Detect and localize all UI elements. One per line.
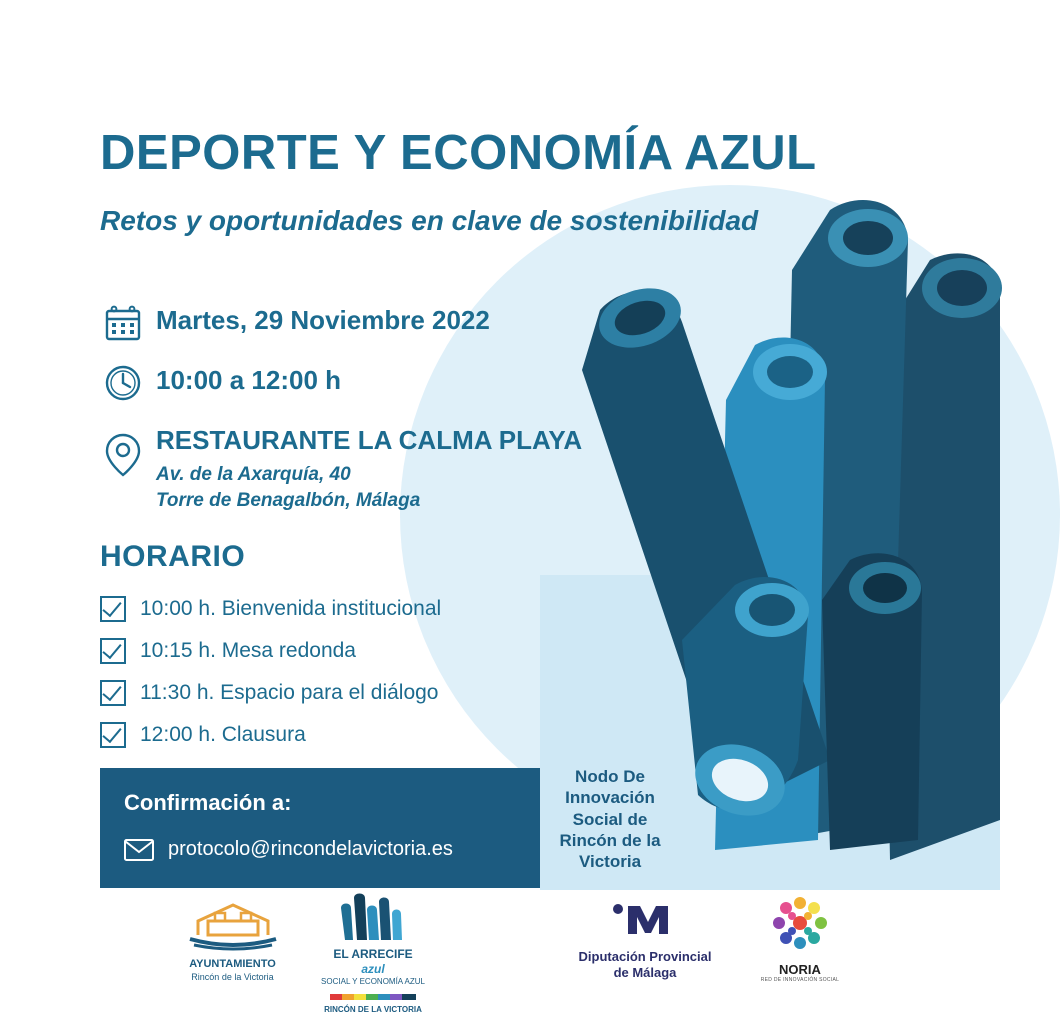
event-info [100,300,660,527]
check-icon [100,596,126,622]
logo-arrecife-azul [318,890,428,1014]
event-time-text [146,360,341,396]
logo-noria [740,895,860,983]
list-item [100,672,620,714]
event-address-line2: Torre de Benagalbón, Málaga [156,489,421,511]
nodo-label: Nodo De Innovación Social de Rincón de la Victoria [559,767,661,871]
logo-noria-sub: RED DE INNOVACIÓN SOCIAL [760,977,840,983]
confirmation-email[interactable]: protocolo@rincondelavictoria.es [168,838,453,860]
list-item [100,588,620,630]
event-time: 10:00 a 12:00 h [156,365,342,395]
calendar-icon [100,300,146,346]
logo-ayuntamiento-sub: Rincón de la Victoria [191,971,274,982]
logo-diputacion-line1: Diputación Provincial [578,949,712,964]
logo-diputacion-line2: de Málaga [613,965,677,981]
confirmation-band [100,768,540,888]
event-date-text [146,300,490,336]
event-venue: RESTAURANTE LA CALMA PLAYA [156,425,583,455]
logo-ayuntamiento-name: AYUNTAMIENTO [189,958,276,970]
location-pin-icon [100,420,146,478]
event-venue-text [146,420,582,513]
schedule-item-label: 10:15 h. Mesa redonda [140,639,356,662]
check-icon [100,638,126,664]
schedule-item-label: 10:00 h. Bienvenida institucional [140,597,442,620]
event-date-row [100,300,660,346]
event-venue-row [100,420,660,513]
noria-wheel-icon [764,895,836,955]
schedule-item-label: 12:00 h. Clausura [140,723,306,746]
logo-arrecife-word: azul [361,962,385,976]
logo-arrecife-sub1: SOCIAL Y ECONOMÍA AZUL [321,977,425,986]
color-bar-icon [330,994,416,1000]
event-date: Martes, 29 Noviembre 2022 [156,305,490,335]
schedule-item-label: 11:30 h. Espacio para el diálogo [140,681,439,704]
confirmation-title: Confirmación a: [124,790,292,815]
footer-logos [0,895,1000,1014]
clock-icon [100,360,146,406]
list-item [100,714,620,756]
envelope-icon [124,839,154,861]
confirmation-email-row[interactable] [124,838,453,861]
page-title: DEPORTE Y ECONOMÍA AZUL [100,126,817,180]
list-item [100,630,620,672]
check-icon [100,722,126,748]
logo-ayuntamiento [160,895,305,983]
schedule-heading: HORARIO [100,540,246,573]
check-icon [100,680,126,706]
schedule-list [100,588,620,756]
page-subtitle: Retos y oportunidades en clave de sostenibilidad [100,205,759,236]
event-time-row [100,360,660,406]
logo-arrecife-name: EL ARRECIFE [333,947,413,961]
event-address-line1: Av. de la Axarquía, 40 [156,464,351,486]
logo-diputacion [555,900,735,982]
logo-noria-name: NORIA [779,962,821,977]
logo-arrecife-sub2: RINCÓN DE LA VICTORIA [324,1004,422,1014]
